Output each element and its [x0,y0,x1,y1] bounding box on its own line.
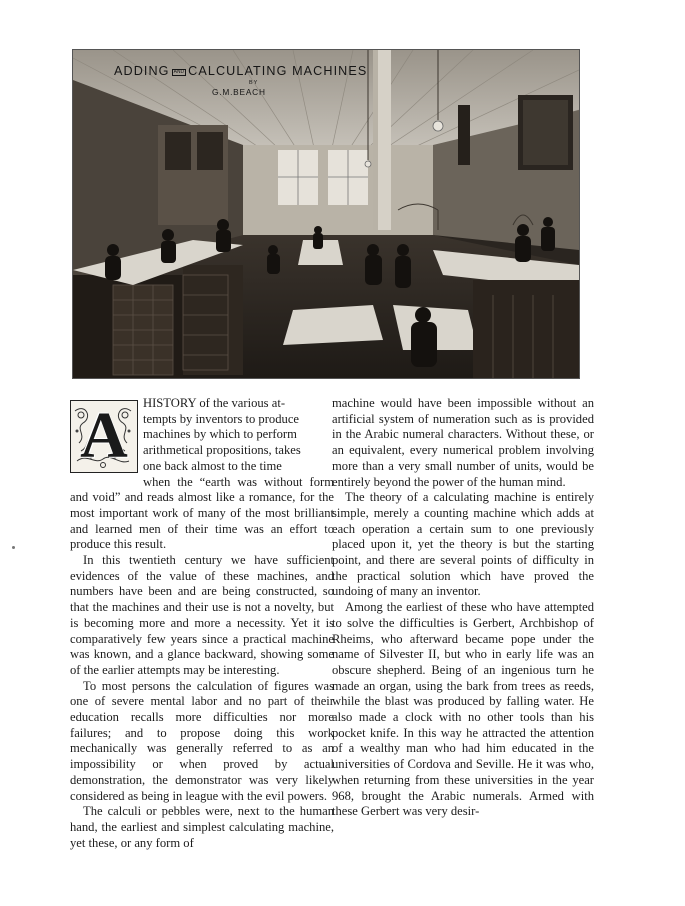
para1-line-1: HISTORY of the various at- [143,396,286,410]
article-title [114,64,367,78]
office-scene-illustration [73,50,579,378]
byline-by: BY [249,80,259,86]
para1-line-2: tempts by inventors to produce [143,411,299,426]
text-column-right [332,396,594,820]
paragraph-5: machine would have been impossible without an artificial system of numeration such as is provided in the Arabic numeral characters. Without these, or an equivalent, every numerical problem involving more than a very small number of units, would be entirely beyond the power of the human mind. [332,396,594,489]
paragraph-7: Among the earliest of these who have attempted to solve the difficulties is Gerbert, Archbishop of Rheims, who afterward became pope under the name of Silvester II, but who in early life was an obscure shepherd. Being of an ingenious turn he made an organ, using the bark from trees as reeds, while the blast was produced by falling water. He also made a clock with no other tools than his pocket knife. In this way he attracted the attention of a wealthy man who had him educated in the universities of Cordova and Seville. He it was who, when returning from these universities in the year 968, brought the Arabic numerals. Armed with these Gerbert was very desir- [332,600,594,819]
ornamental-drop-cap [70,400,138,473]
text-column-left [70,396,334,851]
paragraph-3: To most persons the calculation of figures was one of severe mental labor and no part of their education recalls more difficulties nor more failures; and to propose doing this work mechanically was generally referred to as an impossibility or when proved by actual demonstration, the demonstrator was very likely considered as being in league with the evil powers. [70,678,334,803]
title-word-adding: ADDING [114,64,170,78]
ink-speck [12,546,15,549]
paragraph-6: The theory of a calculating machine is entirely simple, merely a counting machine which adds at each operation a certain sum to one previously placed upon it, yet the theory is but the starting point, and there are several points of difficulty in the practical solution which have proved the undoing of many an inventor. [332,490,594,599]
paragraph-1-continued: when the “earth was without form and void” and reads almost like a romance, for the most important work of many of the most brilliant and learned men of their time was an effort to produce this result. [70,474,334,552]
title-and-ligature: AND [173,69,185,75]
paragraph-4: The calculi or pebbles were, next to the human hand, the earliest and simplest calculating machine, yet these, or any form of [70,804,334,850]
para1-line-4: arithmetical propositions, takes [143,443,301,458]
para1-line-5: one back almost to the time [143,458,282,473]
paragraph-2: In this twentieth century we have sufficient evidences of the value of these machines, and numbers have been and are being constructed, so that the machines and their use is not a novelty, but is becoming more and more a necessity. Yet it is comparatively few years since a practical machine was known, and a glance backward, showing some of the earlier attempts may be interesting. [70,553,334,677]
drop-cap-letter: A [80,400,128,472]
para1-line-3: machines by which to perform [143,427,297,442]
title-words-calculating-machines: CALCULATING MACHINES [188,64,368,78]
office-photograph [72,49,580,379]
author-name: G.M.BEACH [212,87,266,97]
